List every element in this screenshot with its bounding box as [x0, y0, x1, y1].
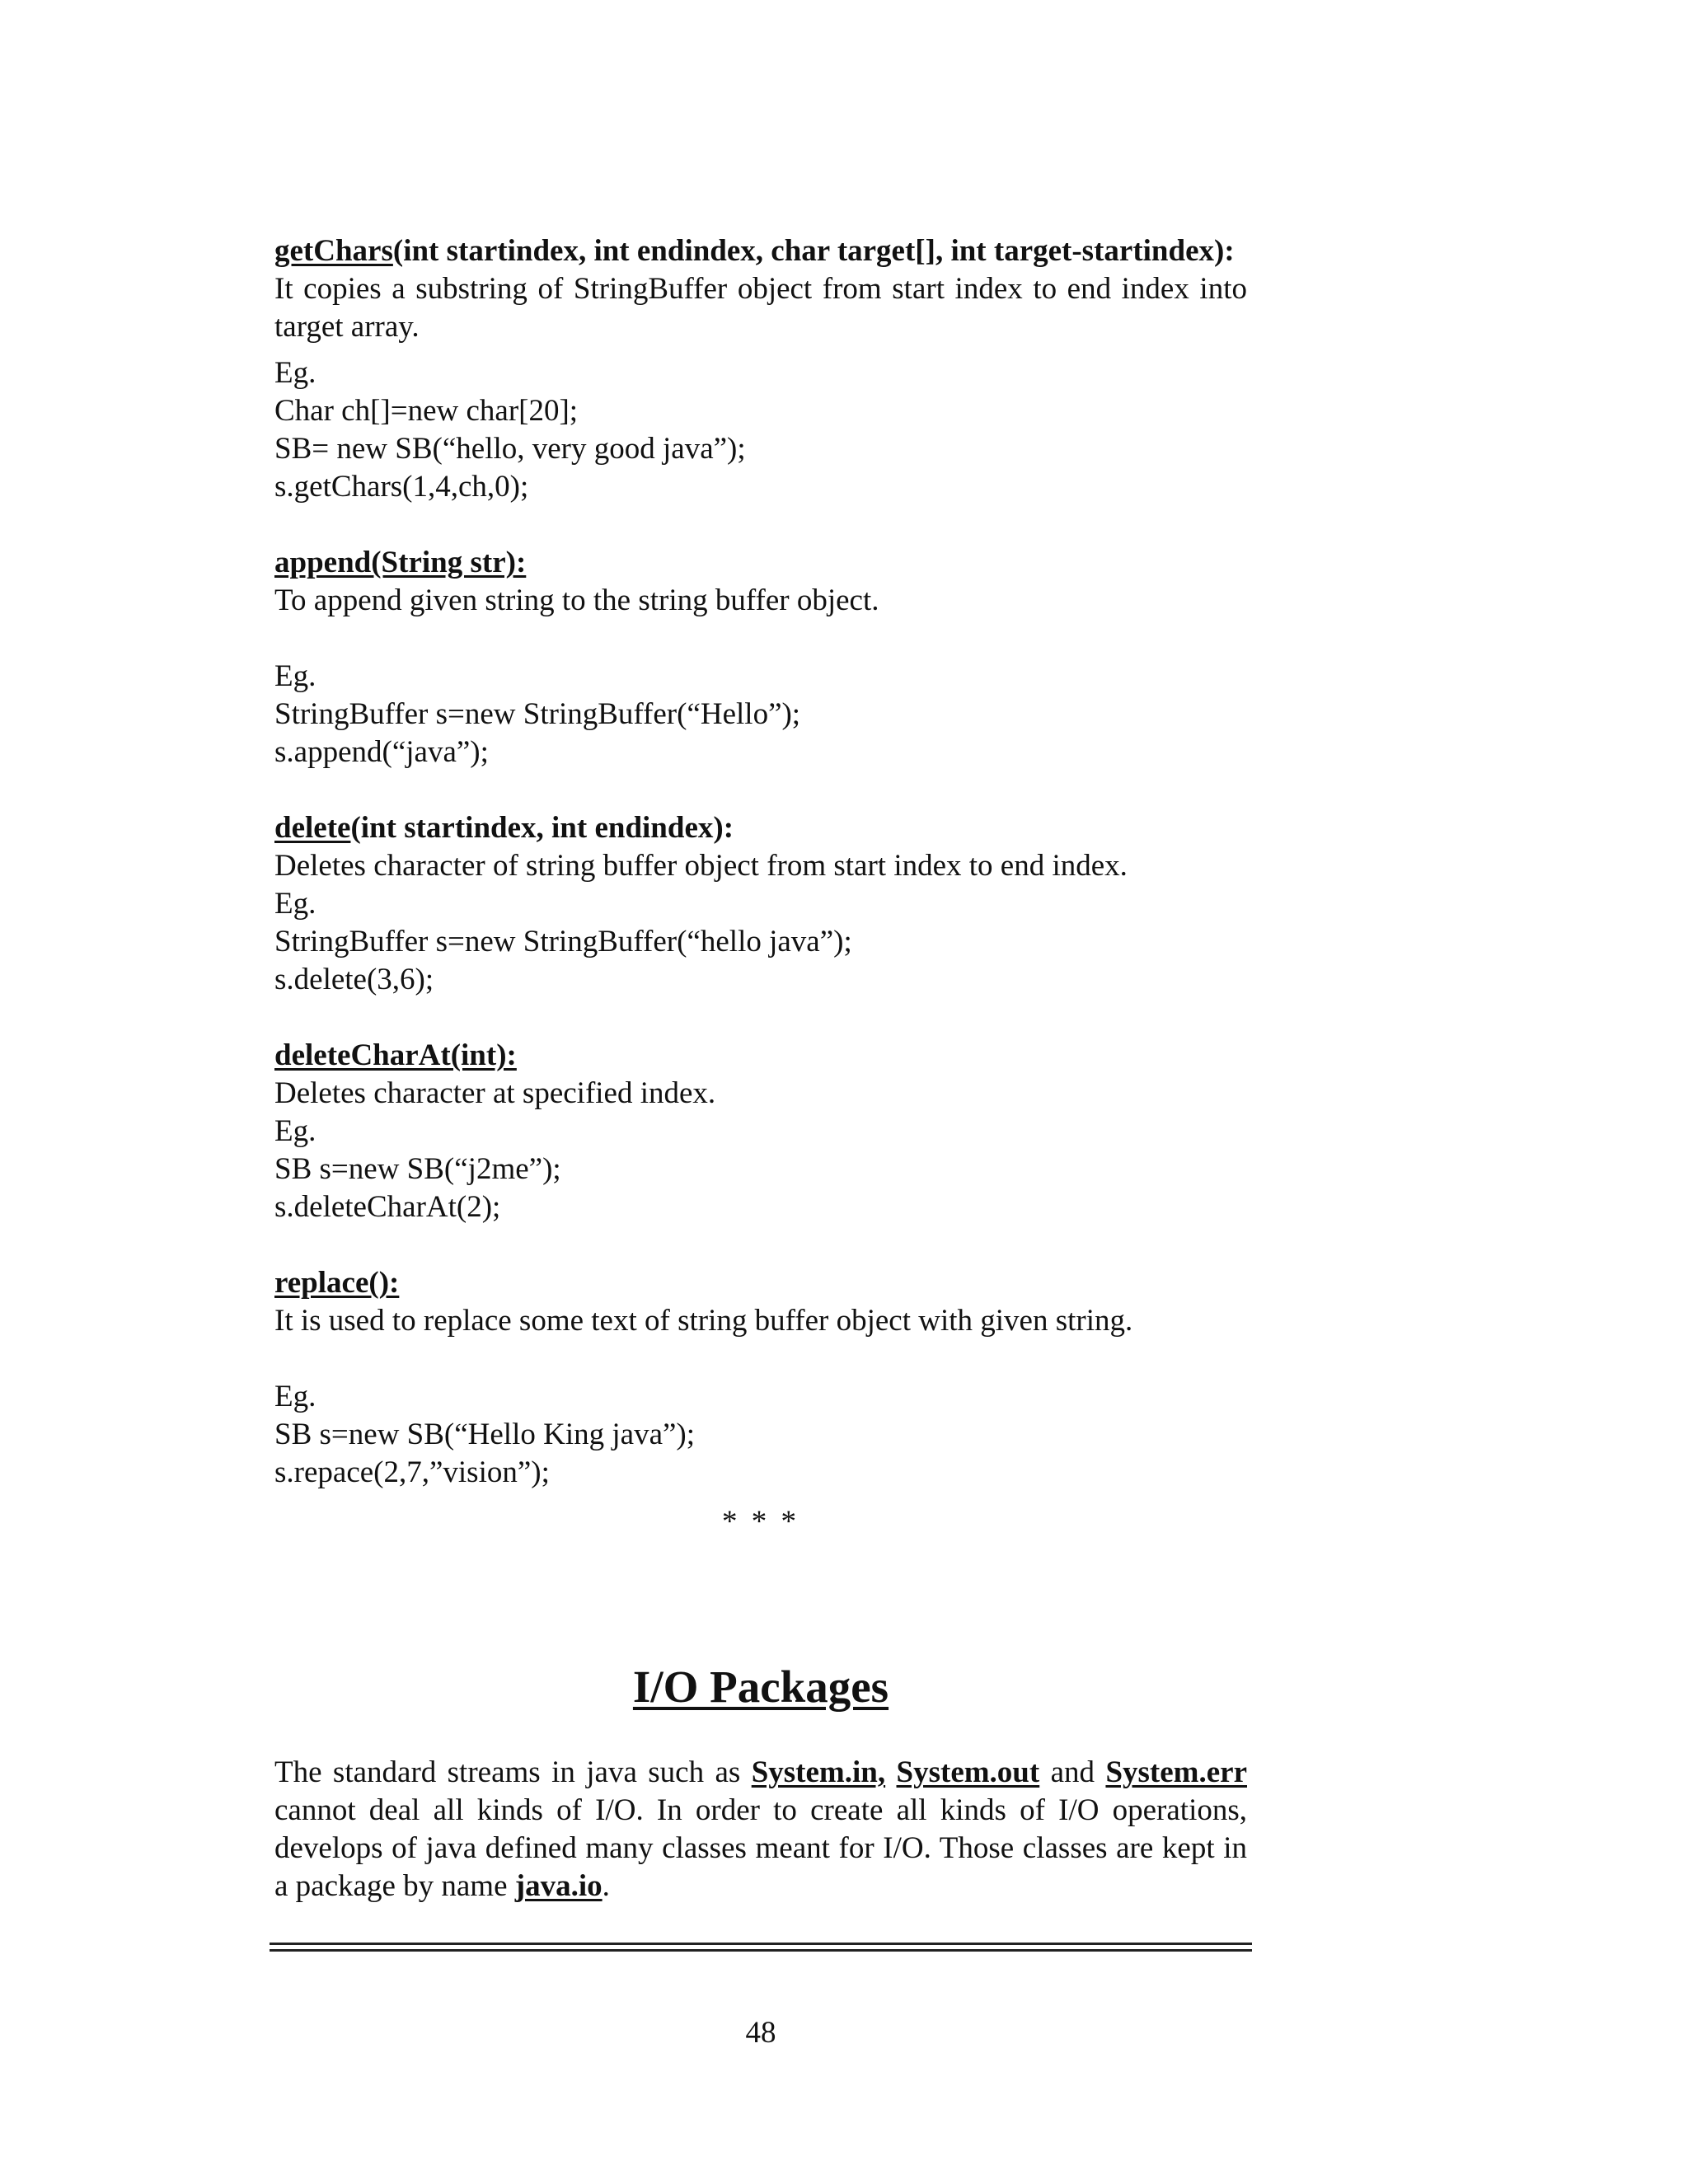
replace-code-line-2: s.repace(2,7,”vision”);	[274, 1455, 550, 1489]
section-delete	[274, 809, 1247, 999]
deletecharat-name: deleteCharAt(int):	[274, 1038, 517, 1072]
section-getchars	[274, 232, 1247, 506]
io-text-5: .	[602, 1869, 610, 1903]
getchars-eg-label: Eg.	[274, 356, 316, 390]
footer-rule-bottom	[270, 1949, 1252, 1952]
keyword-system-in: System.in,	[751, 1755, 886, 1789]
replace-eg-label: Eg.	[274, 1380, 316, 1413]
io-packages-paragraph	[274, 1754, 1247, 1905]
getchars-description: It copies a substring of StringBuffer object from start index to end index into target array.	[274, 272, 1247, 344]
deletecharat-code-line-1: SB s=new SB(“j2me”);	[274, 1152, 561, 1186]
replace-name: replace():	[274, 1266, 400, 1300]
deletecharat-code-line-2: s.deleteCharAt(2);	[274, 1190, 501, 1224]
delete-code-line-1: StringBuffer s=new StringBuffer(“hello java”);	[274, 925, 852, 958]
deletecharat-eg-label: Eg.	[274, 1114, 316, 1148]
footer-rule-top	[270, 1943, 1252, 1945]
append-name: append(String str):	[274, 546, 527, 579]
section-separator: * * *	[722, 1505, 799, 1539]
getchars-code-line-1: Char ch[]=new char[20];	[274, 394, 579, 428]
section-replace	[274, 1264, 1247, 1492]
append-code-line-1: StringBuffer s=new StringBuffer(“Hello”);	[274, 697, 801, 731]
getchars-heading	[274, 232, 1247, 270]
getchars-name: getChars	[274, 234, 393, 268]
append-eg-label: Eg.	[274, 659, 316, 693]
keyword-java-io: java.io	[514, 1869, 603, 1903]
io-text-2	[885, 1755, 896, 1789]
replace-code-line-1: SB s=new SB(“Hello King java”);	[274, 1418, 696, 1451]
delete-eg-label: Eg.	[274, 887, 316, 921]
io-text-4: cannot deal all kinds of I/O. In order to create all kinds of I/O operations, develops of java defined many classes meant for I/O. Those classes are kept in a package by name	[274, 1793, 1247, 1903]
delete-code-line-2: s.delete(3,6);	[274, 963, 434, 996]
method-list	[274, 232, 1247, 1541]
keyword-system-out: System.out	[896, 1755, 1040, 1789]
deletecharat-heading	[274, 1037, 1247, 1075]
getchars-signature: (int startindex, int endindex, char target[], int target-startindex):	[392, 234, 1235, 268]
getchars-code-line-2: SB= new SB(“hello, very good java”);	[274, 432, 746, 466]
delete-heading	[274, 809, 1247, 847]
delete-name: delete	[274, 811, 351, 845]
append-code-line-2: s.append(“java”);	[274, 735, 489, 769]
io-text-3: and	[1039, 1755, 1106, 1789]
delete-description: Deletes character of string buffer object from start index to end index.	[274, 849, 1128, 883]
append-description: To append given string to the string buffer object.	[274, 583, 879, 617]
section-append	[274, 544, 1247, 771]
io-packages-title: I/O Packages	[632, 1661, 889, 1712]
replace-description: It is used to replace some text of string buffer object with given string.	[274, 1304, 1133, 1338]
io-text-1: The standard streams in java such as	[274, 1755, 752, 1789]
replace-heading	[274, 1264, 1247, 1302]
section-deletecharat	[274, 1037, 1247, 1226]
page-number: 48	[745, 2016, 776, 2050]
append-heading	[274, 544, 1247, 582]
deletecharat-description: Deletes character at specified index.	[274, 1076, 716, 1110]
keyword-system-err: System.err	[1105, 1755, 1247, 1789]
getchars-code-line-3: s.getChars(1,4,ch,0);	[274, 470, 529, 504]
delete-signature: (int startindex, int endindex):	[350, 811, 734, 845]
